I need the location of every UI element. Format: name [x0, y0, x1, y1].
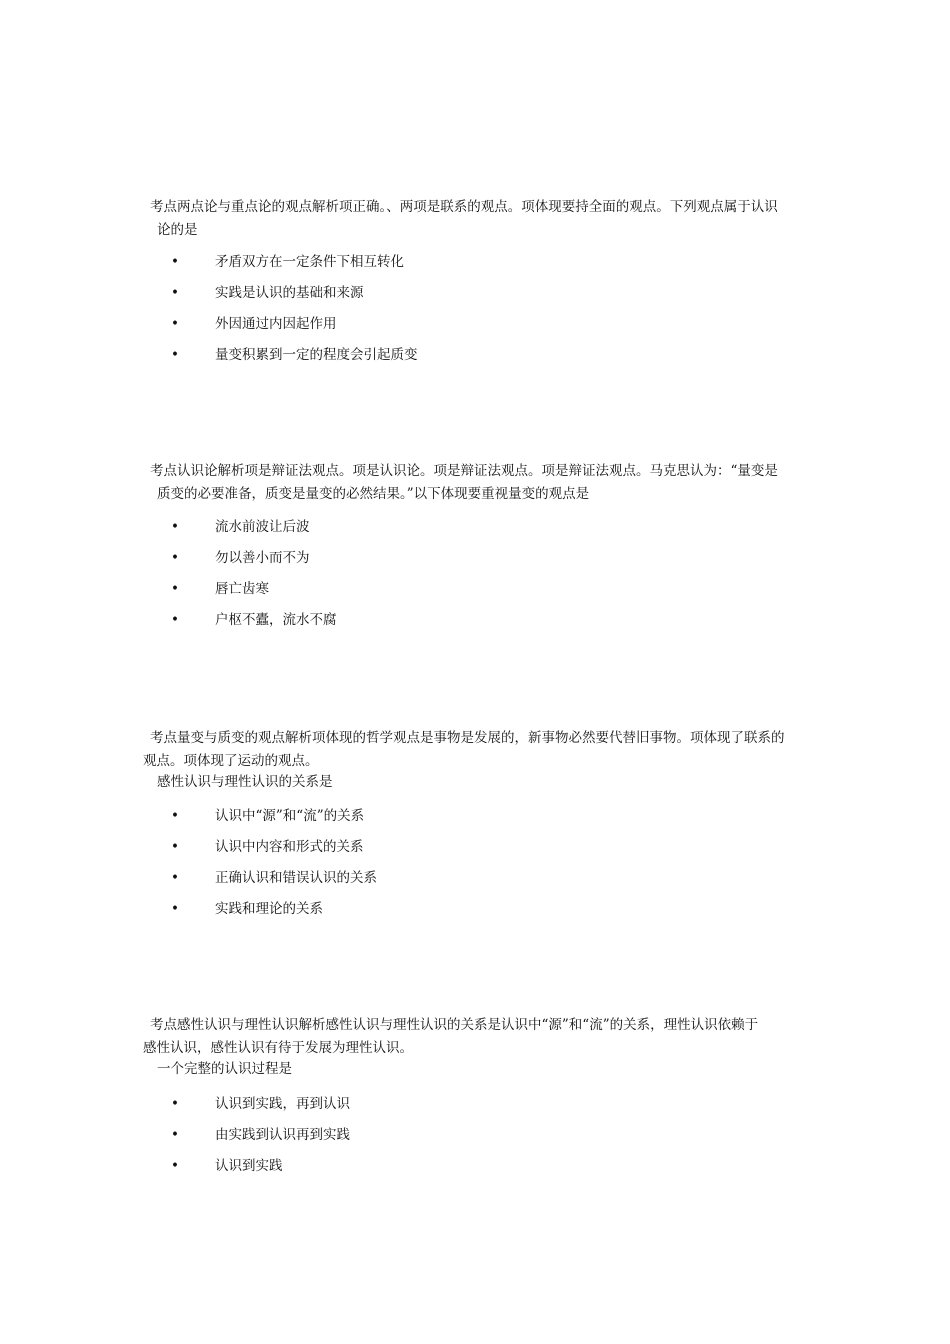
option-list: [0, 251, 950, 375]
list-item: [0, 282, 950, 313]
paragraph-line: 考点认识论解析项是辩证法观点。项是认识论。项是辩证法观点。项是辩证法观点。马克思认为：“量变是: [150, 463, 778, 479]
list-item: [0, 344, 950, 375]
bullet-icon: •: [171, 839, 179, 855]
option-text: 户枢不蠹，流水不腐: [215, 612, 337, 628]
option-text: 勿以善小而不为: [215, 550, 310, 566]
option-text: 实践和理论的关系: [215, 901, 323, 917]
list-item: [0, 836, 950, 867]
option-text: 流水前波让后波: [215, 519, 310, 535]
option-text: 矛盾双方在一定条件下相互转化: [215, 254, 404, 270]
option-list: [0, 1093, 950, 1186]
question-text: 感性认识与理性认识的关系是: [157, 774, 333, 790]
list-item: [0, 1124, 950, 1155]
list-item: [0, 578, 950, 609]
list-item: [0, 898, 950, 929]
option-list: [0, 516, 950, 640]
list-item: [0, 547, 950, 578]
bullet-icon: •: [171, 581, 179, 597]
paragraph-line: 考点感性认识与理性认识解析感性认识与理性认识的关系是认识中“源”和“流”的关系，理性认识依赖于: [150, 1017, 759, 1033]
paragraph-line: 观点。项体现了运动的观点。: [143, 752, 319, 769]
explanation-paragraph: [143, 460, 803, 505]
bullet-icon: •: [171, 1096, 179, 1112]
bullet-icon: •: [171, 285, 179, 301]
option-text: 正确认识和错误认识的关系: [215, 870, 377, 886]
paragraph-line: 考点量变与质变的观点解析项体现的哲学观点是事物是发展的，新事物必然要代替旧事物。项体现了联系的: [150, 730, 785, 746]
question-text: 一个完整的认识过程是: [157, 1061, 292, 1077]
list-item: [0, 1155, 950, 1186]
list-item: [0, 609, 950, 640]
bullet-icon: •: [171, 254, 179, 270]
bullet-icon: •: [171, 550, 179, 566]
option-text: 认识中内容和形式的关系: [215, 839, 364, 855]
list-item: [0, 516, 950, 547]
bullet-icon: •: [171, 870, 179, 886]
bullet-icon: •: [171, 316, 179, 332]
option-text: 唇亡齿寒: [215, 581, 269, 597]
explanation-paragraph: [143, 1014, 803, 1059]
list-item: [0, 805, 950, 836]
paragraph-line: 论的是: [157, 221, 198, 238]
bullet-icon: •: [171, 1158, 179, 1174]
list-item: [0, 867, 950, 898]
option-text: 认识到实践: [215, 1158, 283, 1174]
option-list: [0, 805, 950, 929]
option-text: 认识中“源”和“流”的关系: [215, 808, 365, 824]
paragraph-line: 考点两点论与重点论的观点解析项正确。、两项是联系的观点。项体现要持全面的观点。下列观点属于认识: [150, 199, 778, 215]
bullet-icon: •: [171, 808, 179, 824]
paragraph-line: 感性认识，感性认识有待于发展为理性认识。: [143, 1039, 413, 1056]
explanation-paragraph: [143, 196, 803, 241]
option-text: 认识到实践，再到认识: [215, 1096, 350, 1112]
option-text: 实践是认识的基础和来源: [215, 285, 364, 301]
option-text: 由实践到认识再到实践: [215, 1127, 350, 1143]
explanation-paragraph: [143, 727, 803, 772]
bullet-icon: •: [171, 612, 179, 628]
option-text: 外因通过内因起作用: [215, 316, 337, 332]
bullet-icon: •: [171, 519, 179, 535]
bullet-icon: •: [171, 1127, 179, 1143]
list-item: [0, 1093, 950, 1124]
list-item: [0, 313, 950, 344]
option-text: 量变积累到一定的程度会引起质变: [215, 347, 418, 363]
bullet-icon: •: [171, 901, 179, 917]
paragraph-line: 质变的必要准备，质变是量变的必然结果。”以下体现要重视量变的观点是: [157, 485, 590, 502]
list-item: [0, 251, 950, 282]
bullet-icon: •: [171, 347, 179, 363]
